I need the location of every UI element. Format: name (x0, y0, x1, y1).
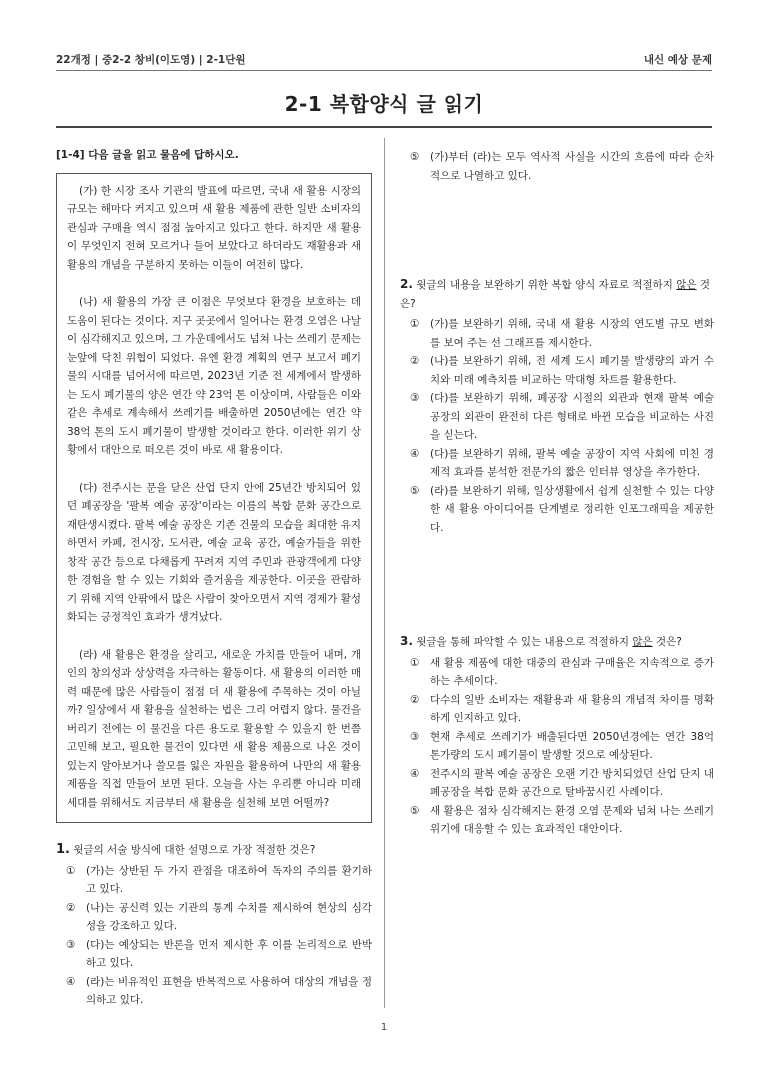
answer-options (400, 315, 714, 537)
question-stem (400, 279, 710, 310)
option-marker: ② (66, 901, 76, 914)
option-text: (나)를 보완하기 위해, 전 세계 도시 폐기물 발생량의 과거 수치와 미래 예측치를 비교하는 막대형 차트를 활용한다. (430, 355, 714, 386)
answer-option[interactable] (56, 973, 372, 1010)
stem-underlined: 않은 (632, 636, 653, 648)
answer-option[interactable] (400, 728, 714, 765)
answer-option[interactable] (400, 389, 714, 445)
stem-text: 것은? (652, 636, 682, 648)
answer-option[interactable] (400, 148, 714, 185)
option-text: 다수의 일반 소비자는 재활용과 새 활용의 개념적 차이를 명확하게 인지하고 있다. (430, 693, 714, 724)
question-stem: 윗글의 서술 방식에 대한 설명으로 가장 적절한 것은? (73, 844, 316, 856)
answer-option[interactable] (400, 445, 714, 482)
option-marker: ② (410, 355, 420, 367)
question-3 (400, 632, 714, 839)
option-marker: ③ (66, 938, 76, 951)
question-stem (416, 636, 682, 648)
page-number: 1 (380, 1022, 388, 1033)
stem-underlined: 않은 (676, 279, 697, 291)
answer-option[interactable] (400, 654, 714, 691)
answer-option[interactable] (56, 899, 372, 936)
question-number: 2. (400, 277, 413, 291)
passage-paragraph-ga: (가) 한 시장 조사 기관의 발표에 따르면, 국내 새 활용 시장의 규모는 해마다 커지고 있으며 새 활용 제품에 관한 일반 소비자의 관심과 구매율 역시 점점 높아지고 있다고 한다. 하지만 새 활용이 무엇인지 전혀 모르거나 들어 보았다고 하더라도 재활용과 새 활용의 개념을 구분하지 못하는 이들이 여전히 많다. (67, 184, 361, 271)
option-text: 전주시의 팔복 예술 공장은 오랜 기간 방치되었던 산업 단지 내 폐공장을 복합 문화 공간으로 탈바꿈시킨 사례이다. (430, 767, 714, 798)
passage-paragraph-ra: (라) 새 활용은 환경을 살리고, 새로운 가치를 만들어 내며, 개인의 창의성과 상상력을 자극하는 활동이다. 새 활용의 이러한 매력 때문에 많은 사람들이 점점 더 새 활용에 주목하는 것이 아닐까? 일상에서 새 활용을 실천하는 법은 그리 어렵지 않다. 물건을 버리기 전에는 이 물건을 다른 용도로 활용할 수 있을지 한 번쯤 고민해 보고, 필요한 물건이 있다면 새 활용 제품으로 나온 것이 있는지 알아보거나 쓸모를 잃은 자원을 활용하여 나만의 새 활용 제품을 직접 만들어 보면 된다. 오늘을 사는 우리뿐 아니라 미래 세대를 위해서도 지금부터 새 활용을 실천해 보면 어떨까? (67, 648, 361, 809)
passage-paragraph-na: (나) 새 활용의 가장 큰 이점은 무엇보다 환경을 보호하는 데 도움이 된다는 것이다. 지구 곳곳에서 일어나는 환경 오염은 나날이 심각해지고 있으며, 그 가운데에서도 넘쳐 나는 쓰레기 문제는 눈앞에 닥친 위협이 되었다. 유엔 환경 계획의 연구 보고서 폐기물의 시대를 넘어서에 따르면, 2023년 기준 전 세계에서 발생하는 도시 폐기물의 양은 연간 약 23억 톤 이상이며, 사람들은 이와 같은 추세로 계속해서 쓰레기를 배출하면 2050년에는 연간 약 38억 톤의 도시 폐기물이 발생할 것이라고 한다. 이러한 위기 상황에서 대안으로 떠오른 것이 바로 새 활용이다. (67, 296, 361, 456)
option-marker: ③ (410, 730, 420, 743)
option-text: (나)는 공신력 있는 기관의 통계 수치를 제시하여 현상의 심각성을 강조하고 있다. (86, 901, 372, 932)
answer-option[interactable] (400, 691, 714, 728)
answer-option[interactable] (400, 482, 714, 538)
answer-options (56, 862, 372, 1010)
option-text: 새 활용 제품에 대한 대중의 관심과 구매율은 지속적으로 증가하는 추세이다. (430, 656, 714, 687)
option-marker: ① (410, 318, 420, 330)
stem-text: 윗글을 통해 파악할 수 있는 내용으로 적절하지 (416, 636, 633, 648)
question-number: 1. (56, 842, 70, 857)
question-2 (400, 275, 714, 537)
answer-option[interactable] (56, 936, 372, 973)
reading-passage (56, 173, 372, 824)
option-marker: ① (66, 864, 76, 877)
answer-option[interactable] (400, 352, 714, 389)
answer-option[interactable] (56, 862, 372, 899)
answer-option[interactable] (400, 765, 714, 802)
option-marker: ④ (410, 447, 420, 460)
option-text: (라)를 보완하기 위해, 일상생활에서 쉽게 실천할 수 있는 다양한 새 활용 아이디어를 단계별로 정리한 인포그래픽을 제공한다. (430, 484, 714, 534)
stem-text: 윗글의 내용을 보완하기 위한 복합 양식 자료로 적절하지 (416, 279, 677, 291)
option-text: 현재 추세로 쓰레기가 배출된다면 2050년경에는 연간 38억 톤가량의 도시 폐기물이 발생할 것으로 예상된다. (430, 730, 714, 761)
question-1 (56, 841, 372, 1010)
option-text: (다)를 보완하기 위해, 폐공장 시절의 외관과 현재 팔복 예술 공장의 외관이 완전히 다른 형태로 바뀐 모습을 비교하는 사진을 싣는다. (430, 392, 714, 441)
answer-option[interactable] (400, 802, 714, 839)
option-text: (다)는 예상되는 반론을 먼저 제시한 후 이를 논리적으로 반박하고 있다. (86, 938, 372, 969)
option-text: (가)는 상반된 두 가지 관점을 대조하여 독자의 주의를 환기하고 있다. (86, 864, 372, 895)
option-marker: ④ (410, 767, 420, 780)
right-column (400, 146, 714, 839)
answer-options-continued (400, 148, 714, 185)
answer-option[interactable] (400, 315, 714, 352)
answer-options (400, 654, 714, 839)
header-course-info: 22개정 | 중2-2 창비(이도영) | 2-1단원 (56, 54, 246, 66)
stem-text: 것은? (400, 279, 711, 310)
option-text: (가)를 보완하기 위해, 국내 새 활용 시장의 연도별 규모 변화를 보여 주는 선 그래프를 제시한다. (430, 318, 714, 349)
option-text: (가)부터 (라)는 모두 역사적 사실을 시간의 흐름에 따라 순차적으로 나열하고 있다. (430, 151, 714, 182)
left-column (56, 146, 372, 1010)
option-marker: ⑤ (410, 804, 420, 817)
page-title: 2-1 복합양식 글 읽기 (284, 92, 484, 116)
option-marker: ⑤ (410, 484, 420, 497)
option-text: (라)는 비유적인 표현을 반복적으로 사용하여 대상의 개념을 정의하고 있다. (86, 975, 372, 1006)
option-text: (다)를 보완하기 위해, 팔복 예술 공장이 지역 사회에 미친 경제적 효과를 분석한 전문가의 짧은 인터뷰 영상을 추가한다. (430, 447, 714, 478)
question-number: 3. (400, 634, 413, 648)
passage-paragraph-da: (다) 전주시는 문을 닫은 산업 단지 안에 25년간 방치되어 있던 폐공장을 '팔복 예술 공장'이라는 이름의 복합 문화 공간으로 재탄생시켰다. 팔복 예술 공장은 기존 건물의 모습을 최대한 유지하면서 카페, 전시장, 도서관, 예술 교육 공간, 예술가들을 위한 창작 공간 등으로 다채롭게 꾸려져 지역 주민과 관광객에게 다양한 경험을 할 수 있는 기회와 즐거움을 제공한다. 이곳을 관람하기 위해 지역 안팎에서 많은 사람이 찾아오면서 지역 경제가 활성화되는 긍정적인 효과가 생겨났다. (67, 481, 361, 623)
question-instruction: [1-4] 다음 글을 읽고 물음에 답하시오. (56, 149, 239, 161)
title-divider (56, 126, 712, 128)
header-divider (56, 70, 712, 71)
header-doc-type: 내신 예상 문제 (643, 54, 712, 66)
column-divider (384, 138, 385, 1008)
option-marker: ② (410, 693, 420, 706)
page-header (56, 52, 712, 68)
option-marker: ③ (410, 392, 420, 404)
option-text: 새 활용은 점차 심각해지는 환경 오염 문제와 넘쳐 나는 쓰레기 위기에 대응할 수 있는 효과적인 대안이다. (430, 804, 714, 835)
option-marker: ⑤ (410, 151, 420, 163)
option-marker: ④ (66, 975, 76, 988)
option-marker: ① (410, 656, 420, 669)
